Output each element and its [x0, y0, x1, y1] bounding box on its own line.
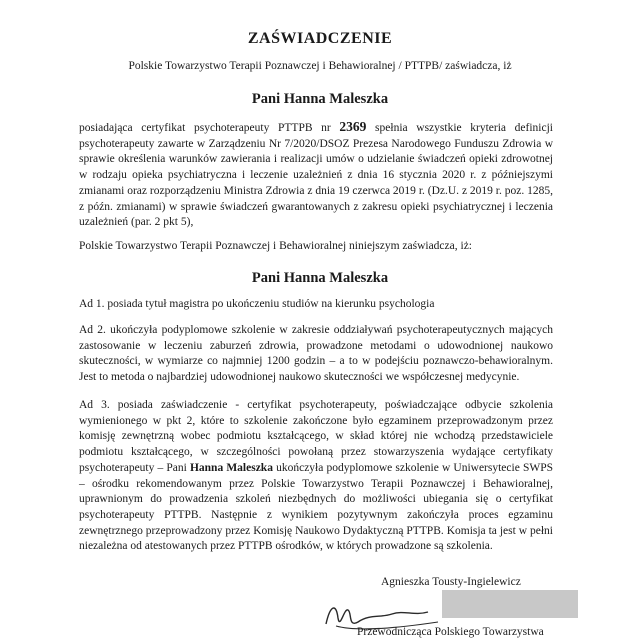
- certificate-number: 2369: [339, 119, 367, 134]
- paragraph-statement: Polskie Towarzystwo Terapii Poznawczej i Behawioralnej niniejszym zaświadcza, iż:: [79, 240, 472, 252]
- ad3-before: Ad 3. posiada zaświadczenie - certyfikat psychoterapeuty, poświadczające odbycie szkolenia wymienionego w pkt 2, które to szkolenie zakończone było egzaminem przeprowadzonym przez komisję zewnętrzną wobec podmiotu kształcącego, w skład której nie wchodzą przedstawiciele podmiotu kształcącego, w szczególności powołaną przez stowarzyszenia wydające certyfikaty psychoterapeuty – Pani: [79, 399, 553, 474]
- signer-name: Agnieszka Tousty-Ingielewicz: [381, 576, 521, 588]
- person-name-2: Pani Hanna Maleszka: [251, 270, 389, 286]
- redacted-area: [442, 590, 578, 618]
- paragraph-certificate: [79, 119, 553, 231]
- ad3-after: ukończyła podyplomowe szkolenie w Uniwersytecie SWPS – ośrodku rekomendowanym przez Polskie Towarzystwo Terapii Poznawczej i Behawioralnej, uprawnionym do prowadzenia szkoleń niezbędnych do możliwości ubiegania się o certyfikat psychoterapeuty PTTPB. Następnie z wynikiem pozytywnym zakończyła proces egzaminu zewnętrznego przeprowadzony przez Komisję Naukowo Dydaktyczną PTTPB. Komisja ta jest w pełni niezależna od atestowanych przez PTTPB ośrodków, w których prowadzone są szkolenia.: [79, 461, 553, 553]
- intro-line: Polskie Towarzystwo Terapii Poznawczej i Behawioralnej / PTTPB/ zaświadcza, iż: [128, 60, 512, 72]
- item-ad2: Ad 2. ukończyła podyplomowe szkolenie w zakresie oddziaływań psychoterapeutycznych mających zastosowanie w leczeniu zaburzeń zdrowia, prowadzone metodami o udowodnionej naukowo skuteczności, w wymiarze co najmniej 1200 godzin – a to w podejściu poznawczo-behawioralnym. Jest to metoda o najbardziej udowodnionej naukowo skuteczności we współczesnej medycynie.: [79, 324, 553, 384]
- para1-prefix: posiadająca certyfikat psychoterapeuty PTTPB nr: [79, 122, 340, 134]
- item-ad1: Ad 1. posiada tytuł magistra po ukończeniu studiów na kierunku psychologia: [79, 298, 435, 310]
- document-title: ZAŚWIADCZENIE: [247, 30, 393, 47]
- item-ad3: [79, 398, 553, 555]
- person-name: Pani Hanna Maleszka: [251, 91, 389, 107]
- para1-suffix: spełnia wszystkie kryteria definicji psychoterapeuty zawarte w Zarządzeniu Nr 7/2020/DSOZ Prezesa Narodowego Funduszu Zdrowia w sprawie określenia warunków zawierania i realizacji umów o udzielanie świadczeń opieki zdrowotnej w rodzaju opieka psychiatryczna i leczenie uzależnień z dnia 16 stycznia 2020 r. z późniejszymi zmianami oraz rozporządzeniu Ministra Zdrowia z dnia 19 czerwca 2019 r. (Dz.U. z 2019 r. poz. 1285, z późn. zmianami) w sprawie świadczeń gwarantowanych z zakresu opieki psychiatrycznej i leczenia uzależnień (par. 2 pkt 5),: [79, 122, 553, 229]
- signer-role: Przewodnicząca Polskiego Towarzystwa: [357, 626, 544, 638]
- ad3-name: Hanna Maleszka: [189, 461, 273, 474]
